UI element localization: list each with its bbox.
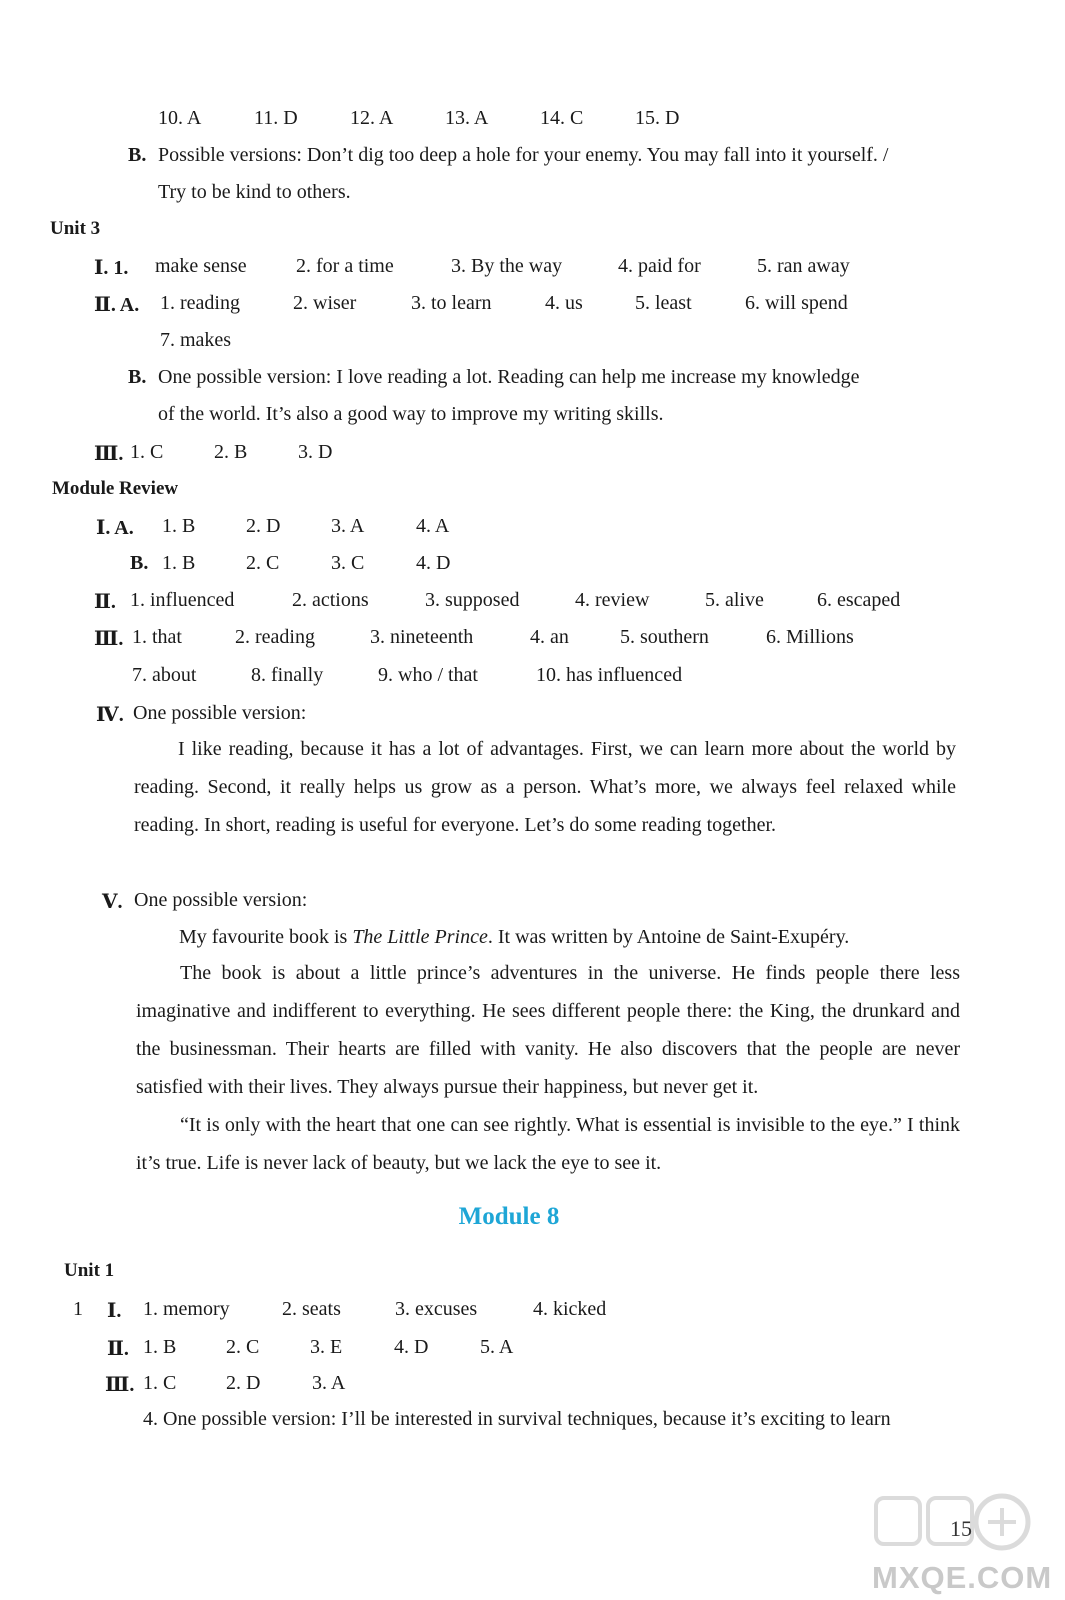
- m8-s3-item-3: 3. A: [312, 1372, 346, 1394]
- page-number: 15: [950, 1516, 972, 1541]
- answer-10: 10. A: [158, 107, 202, 129]
- review-s3-item-2: 2. reading: [235, 626, 315, 648]
- review-s2-item-1: 1. influenced: [130, 589, 235, 611]
- answer-13: 13. A: [445, 107, 489, 129]
- unit3-s1-item-2: 2. for a time: [296, 255, 394, 277]
- unit3-s2-item-2: 2. wiser: [293, 292, 357, 314]
- m8-s3-item-4: 4. One possible version: I’ll be interested in survival techniques, because it’s exciting to learn: [143, 1408, 891, 1430]
- review-s5-paragraph-3: “It is only with the heart that one can see rightly. What is essential is invisible to the eye.” I think it’s true. Life is never lack of beauty, but we lack the eye to see it.: [136, 1114, 960, 1174]
- review-s5-p1-after: . It was written by Antoine de Saint-Exupéry.: [487, 926, 850, 948]
- unit3-s2-label: Ⅱ. A.: [94, 294, 140, 316]
- review-s2-item-5: 5. alive: [705, 589, 764, 611]
- review-s5-paragraph-1: [179, 926, 849, 949]
- review-s3-item-4: 4. an: [530, 626, 569, 648]
- review-s3-item-8: 8. finally: [251, 664, 324, 686]
- answer-14: 14. C: [540, 107, 584, 129]
- review-s5-essay: [136, 954, 960, 1182]
- review-s5-intro: One possible version:: [134, 889, 308, 911]
- unit3-s2-item-4: 4. us: [545, 292, 583, 314]
- unit3-s2-item-7: 7. makes: [160, 329, 232, 351]
- review-s3-item-3: 3. nineteenth: [370, 626, 474, 648]
- review-s5-label: Ⅴ.: [102, 891, 123, 913]
- m8-s3-item-2: 2. D: [226, 1372, 261, 1394]
- unit3-s3-item-1: 1. C: [130, 441, 164, 463]
- unit3-s2b-label: B.: [128, 366, 147, 388]
- review-s1b-item-2: 2. C: [246, 552, 280, 574]
- m8-s2-item-2: 2. C: [226, 1336, 260, 1358]
- unit3-s1-item-3: 3. By the way: [451, 255, 563, 277]
- unit3-s2-item-6: 6. will spend: [745, 292, 848, 314]
- section-b-line-1: Possible versions: Don’t dig too deep a hole for your enemy. You may fall into it yourself. /: [158, 144, 889, 166]
- review-s1b-item-4: 4. D: [416, 552, 451, 574]
- unit3-s1-item-5: 5. ran away: [757, 255, 850, 277]
- module8-unit-1-heading: Unit 1: [64, 1260, 115, 1281]
- review-s2-label: Ⅱ.: [94, 591, 116, 613]
- review-s4-paragraph: I like reading, because it has a lot of advantages. First, we can learn more about the world by reading. Second, it really helps us grow as a person. What’s more, we always feel relaxed while reading. In short, reading is useful for everyone. Let’s do some reading together.: [134, 738, 956, 836]
- review-s2-item-6: 6. escaped: [817, 589, 901, 611]
- review-s5-paragraph-2: The book is about a little prince’s adventures in the universe. He finds people there less imaginative and indifferent to everything. He sees different people there: the King, the drunkard and the businessman. Their hearts are filled with vanity. He also discovers that the people are never satisfied with their lives. They always pursue their happiness, but never get it.: [136, 962, 960, 1098]
- review-s3-item-6: 6. Millions: [766, 626, 854, 648]
- review-s2-item-3: 3. supposed: [425, 589, 520, 611]
- review-s2-item-4: 4. review: [575, 589, 650, 611]
- review-s1a-item-4: 4. A: [416, 515, 450, 537]
- m8-s3-item-1: 1. C: [143, 1372, 177, 1394]
- unit-3-heading: Unit 3: [50, 218, 101, 239]
- review-s3-item-9: 9. who / that: [378, 664, 478, 686]
- unit3-s1-item-1: make sense: [155, 255, 247, 277]
- review-s5-p1-before: My favourite book is: [179, 926, 353, 948]
- review-s2-item-2: 2. actions: [292, 589, 369, 611]
- m8-s2-item-5: 5. A: [480, 1336, 514, 1358]
- m8-s1-item-2: 2. seats: [282, 1298, 341, 1320]
- review-s1b-label: B.: [130, 552, 149, 574]
- unit3-s3-item-2: 2. B: [214, 441, 248, 463]
- review-s4-intro: One possible version:: [133, 702, 307, 724]
- m8-s2-item-1: 1. B: [143, 1336, 177, 1358]
- answer-12: 12. A: [350, 107, 394, 129]
- watermark-text: MXQE.COM: [872, 1560, 1053, 1595]
- m8-s1-label: Ⅰ.: [107, 1300, 122, 1322]
- review-s1a-label: Ⅰ. A.: [96, 517, 134, 539]
- m8-s1-item-3: 3. excuses: [395, 1298, 478, 1320]
- review-s3-item-7: 7. about: [132, 664, 197, 686]
- review-s1a-item-3: 3. A: [331, 515, 365, 537]
- answer-11: 11. D: [254, 107, 298, 129]
- m8-s3-label: Ⅲ.: [105, 1374, 135, 1396]
- unit3-s1-label: Ⅰ. 1.: [94, 257, 129, 279]
- review-s3-item-1: 1. that: [132, 626, 182, 648]
- book-title: The Little Prince: [352, 926, 488, 948]
- module-review-heading: Module Review: [52, 478, 179, 499]
- review-s1a-item-2: 2. D: [246, 515, 281, 537]
- unit3-s2-item-5: 5. least: [635, 292, 692, 314]
- review-s3-label: Ⅲ.: [94, 628, 124, 650]
- m8-s2-label: Ⅱ.: [107, 1338, 129, 1360]
- answer-15: 15. D: [635, 107, 680, 129]
- review-s3-item-10: 10. has influenced: [536, 664, 683, 686]
- unit3-s3-label: Ⅲ.: [94, 443, 124, 465]
- m8-s1-item-1: 1. memory: [143, 1298, 230, 1320]
- review-s3-item-5: 5. southern: [620, 626, 709, 648]
- unit3-s3-item-3: 3. D: [298, 441, 333, 463]
- unit3-s2-item-1: 1. reading: [160, 292, 240, 314]
- module-8-title: Module 8: [458, 1203, 560, 1230]
- review-s1a-item-1: 1. B: [162, 515, 196, 537]
- review-s4-essay: [134, 730, 956, 844]
- unit3-s1-item-4: 4. paid for: [618, 255, 701, 277]
- section-b-label: B.: [128, 144, 147, 166]
- review-s1b-item-1: 1. B: [162, 552, 196, 574]
- unit3-s2b-line-1: One possible version: I love reading a lot. Reading can help me increase my knowledge: [158, 366, 860, 388]
- m8-s1-item-4: 4. kicked: [533, 1298, 607, 1320]
- m8-s2-item-4: 4. D: [394, 1336, 429, 1358]
- unit3-s2b-line-2: of the world. It’s also a good way to improve my writing skills.: [158, 403, 664, 425]
- section-b-line-2: Try to be kind to others.: [158, 181, 351, 203]
- margin-mark: 1: [73, 1298, 83, 1320]
- unit3-s2-item-3: 3. to learn: [411, 292, 492, 314]
- review-s4-label: Ⅳ.: [96, 704, 124, 726]
- m8-s2-item-3: 3. E: [310, 1336, 343, 1358]
- review-s1b-item-3: 3. C: [331, 552, 365, 574]
